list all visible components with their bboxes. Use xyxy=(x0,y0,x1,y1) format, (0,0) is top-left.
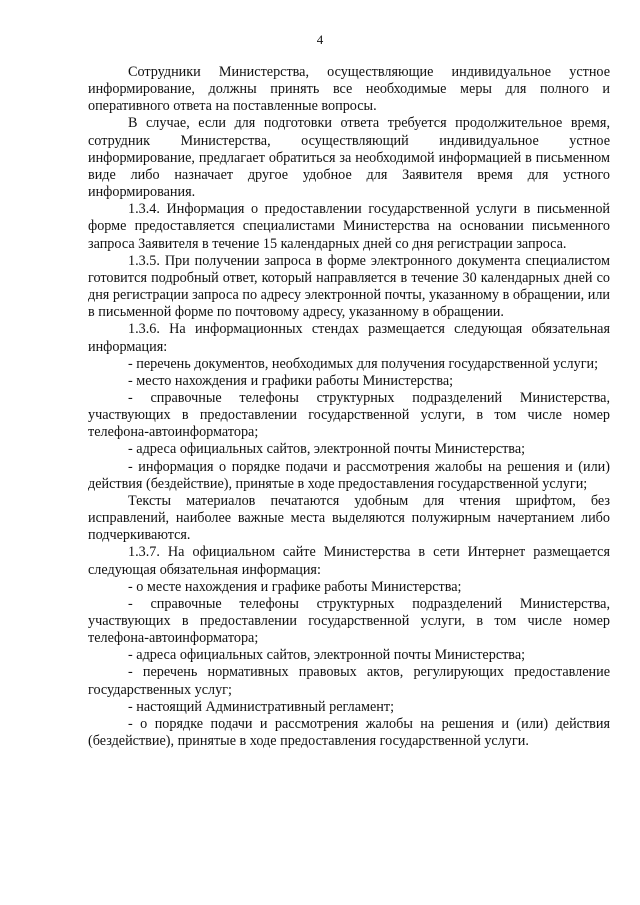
list-item-phones-site: - справочные телефоны структурных подразделений Министерства, участвующих в предоставлении государственной услуги, в том числе номер телефона-автоинформатора; xyxy=(88,595,610,647)
paragraph-1-3-6: 1.3.6. На информационных стендах размещается следующая обязательная информация: xyxy=(88,321,610,355)
document-body xyxy=(88,64,610,750)
paragraph-1-3-7: 1.3.7. На официальном сайте Министерства в сети Интернет размещается следующая обязательная информация: xyxy=(88,544,610,578)
paragraph-1-3-4: 1.3.4. Информация о предоставлении государственной услуги в письменной форме предоставляется специалистами Министерства на основании письменного запроса Заявителя в течение 15 календарных дней со дня регистрации запроса. xyxy=(88,201,610,252)
list-item-complaints: - информация о порядке подачи и рассмотрения жалобы на решения и (или) действия (бездействие), принятые в ходе предоставления государственной услуги; xyxy=(88,458,610,492)
list-item-regulation: - настоящий Административный регламент; xyxy=(128,698,395,715)
paragraph-materials-font: Тексты материалов печатаются удобным для чтения шрифтом, без исправлений, наиболее важные места выделяются полужирным начертанием либо подчеркиваются. xyxy=(88,492,610,544)
list-item-legal-acts: - перечень нормативных правовых актов, регулирующих предоставление государственных услуг; xyxy=(88,664,610,698)
paragraph-1-3-5: 1.3.5. При получении запроса в форме электронного документа специалистом готовится подробный ответ, который направляется в течение 30 календарных дней со дня регистрации запроса по адресу электронной почты, указанному в обращении, или в письменной форме по почтовому адресу, указанному в обращении. xyxy=(88,252,610,321)
list-item-complaints-site: - о порядке подачи и рассмотрения жалобы на решения и (или) действия (бездействие), принятые в ходе предоставления государственной услуги. xyxy=(88,715,610,750)
paragraph-long-response: В случае, если для подготовки ответа требуется продолжительное время, сотрудник Министерства, осуществляющий индивидуальное устное информирование, предлагает обратиться за необходимой информацией в письменном виде либо назначает другое удобное для Заявителя время для устного информирования. xyxy=(88,115,610,201)
list-item-location-schedule: - место нахождения и графики работы Министерства; xyxy=(128,372,454,389)
list-item-location-schedule-site: - о месте нахождения и графике работы Министерства; xyxy=(128,578,462,595)
list-item-websites-email: - адреса официальных сайтов, электронной почты Министерства; xyxy=(128,441,526,458)
list-item-documents: - перечень документов, необходимых для получения государственной услуги; xyxy=(128,355,599,372)
list-item-websites-email-site: - адреса официальных сайтов, электронной почты Министерства; xyxy=(128,647,526,664)
list-item-phones: - справочные телефоны структурных подразделений Министерства, участвующих в предоставлении государственной услуги, в том числе номер телефона-автоинформатора; xyxy=(88,389,610,441)
page-number: 4 xyxy=(316,32,324,47)
paragraph-staff-measures: Сотрудники Министерства, осуществляющие индивидуальное устное информирование, должны принять все необходимые меры для полного и оперативного ответа на поставленные вопросы. xyxy=(88,64,610,115)
